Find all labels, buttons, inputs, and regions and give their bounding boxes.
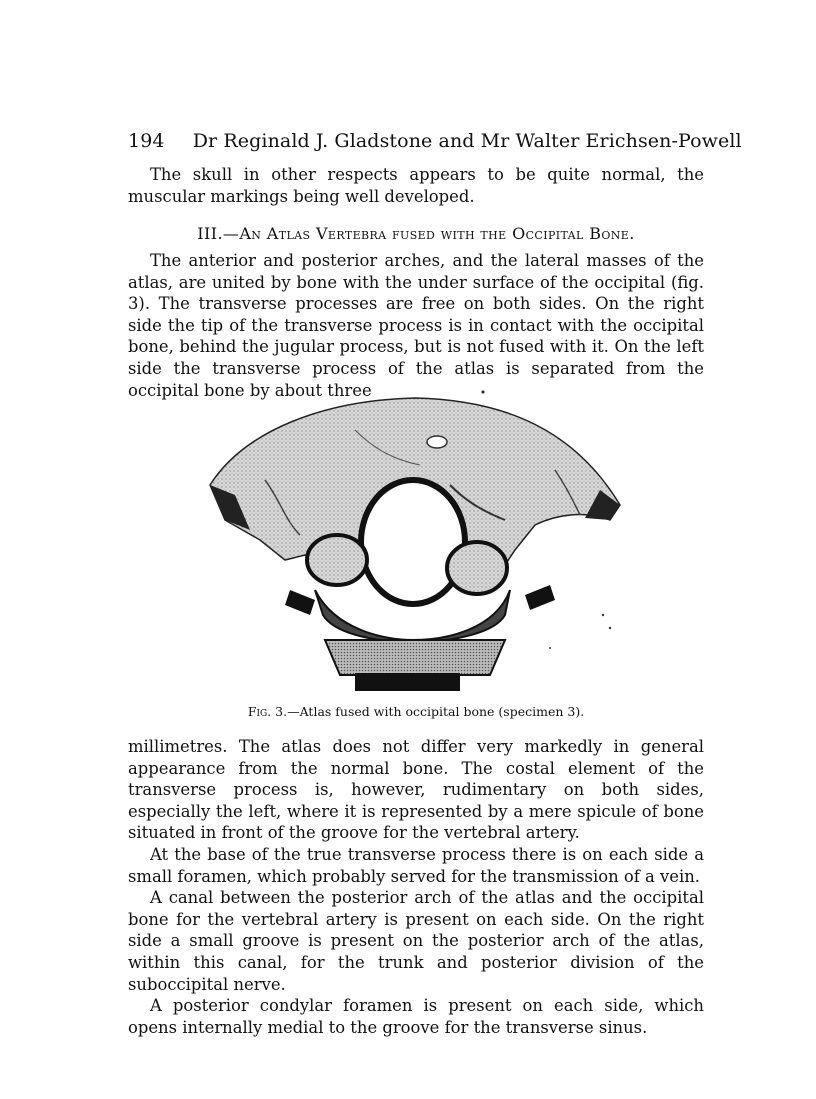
paragraph: A posterior condylar foramen is present on each side, which opens internally medial to the groove for the transverse sinus. bbox=[128, 996, 704, 1037]
running-title: Dr Reginald J. Gladstone and Mr Walter Erichsen-Powell bbox=[192, 130, 742, 152]
page-number: 194 bbox=[128, 130, 165, 152]
figure-illustration bbox=[205, 390, 625, 695]
atlas-base bbox=[325, 640, 505, 675]
body-text-top bbox=[128, 250, 704, 401]
foramen-magnum bbox=[361, 480, 465, 604]
section-heading bbox=[128, 224, 704, 243]
figure-label: Fig. 3. bbox=[247, 704, 288, 719]
right-lateral-mass bbox=[447, 542, 507, 594]
intro-block bbox=[128, 164, 704, 207]
body-text-bottom bbox=[128, 736, 704, 1038]
left-lateral-mass bbox=[307, 535, 367, 585]
figure-caption-text: —Atlas fused with occipital bone (specimen 3). bbox=[287, 704, 585, 719]
running-header bbox=[128, 130, 742, 152]
figure-caption bbox=[128, 704, 704, 719]
section-title: An Atlas Vertebra fused with the Occipital Bone. bbox=[239, 224, 635, 243]
atlas-base-shadow bbox=[355, 673, 460, 691]
intro-paragraph: The skull in other respects appears to be quite normal, the muscular markings being well developed. bbox=[128, 165, 704, 206]
paragraph: millimetres. The atlas does not differ very markedly in general appearance from the normal bone. The costal element of the transverse process is, however, rudimentary on both sides, especially the left, where it is represented by a mere spicule of bone situated in front of the groove for the vertebral artery. bbox=[128, 737, 704, 843]
paragraph: At the base of the true transverse process there is on each side a small foramen, which probably served for the transmission of a vein. bbox=[128, 844, 704, 886]
paragraph: The anterior and posterior arches, and the lateral masses of the atlas, are united by bone with the under surface of the occipital (fig. 3). The transverse processes are free on both sides. On the right side the tip of the transverse process is in contact with the occipital bone, behind the jugular process, but is not fused with it. On the left side the transverse process of the atlas is separated from the occipital bone by about three bbox=[128, 251, 704, 400]
atlas-occipital-drawing bbox=[205, 390, 625, 695]
section-numeral: III.— bbox=[197, 224, 240, 243]
paragraph: A canal between the posterior arch of the atlas and the occipital bone for the vertebral artery is present on each side. On the right side a small groove is present on the posterior arch of the atlas, within this canal, for the trunk and posterior division of the suboccipital nerve. bbox=[128, 888, 704, 994]
